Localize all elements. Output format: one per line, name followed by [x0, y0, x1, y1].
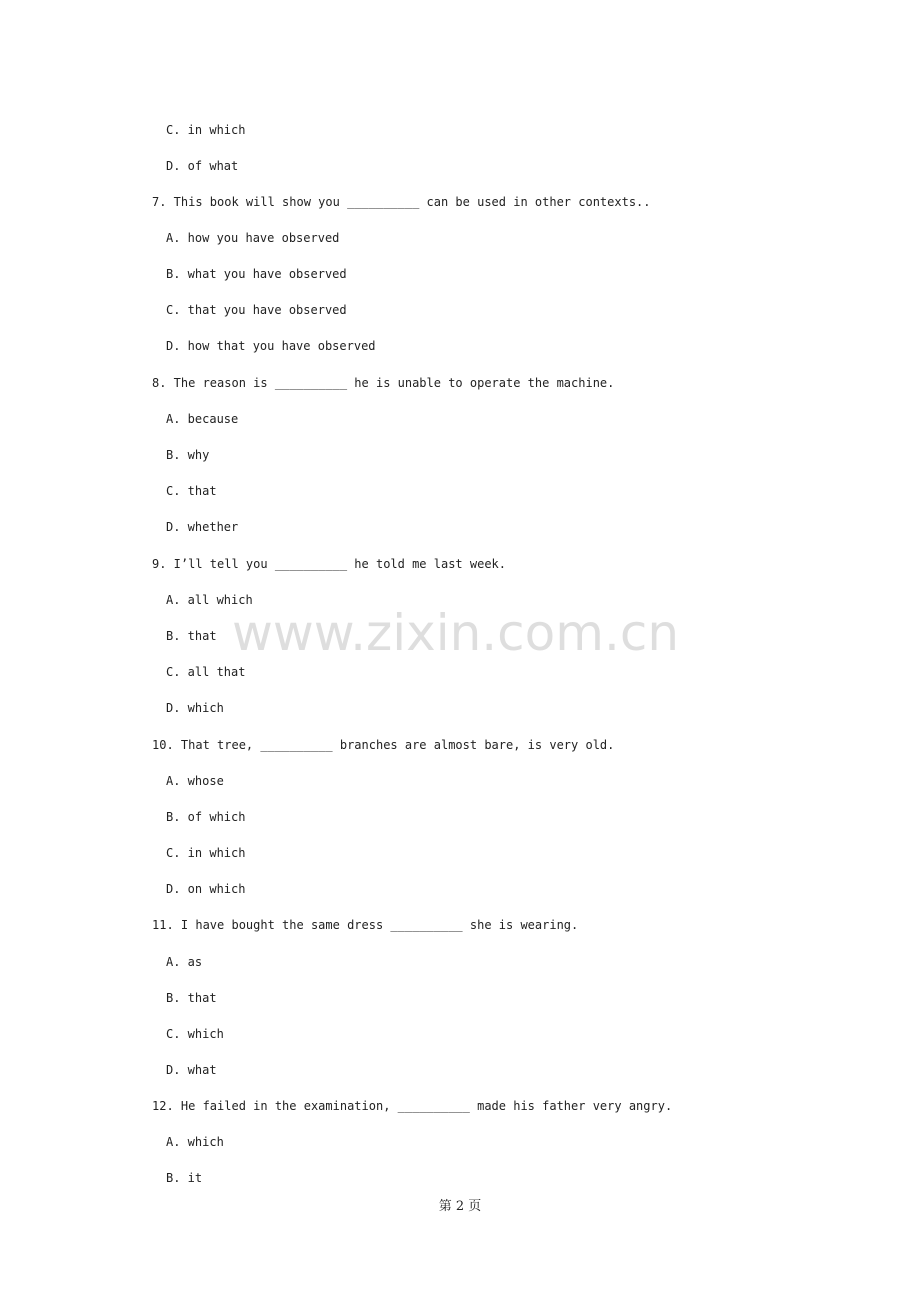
q7-option-a: A. how you have observed — [166, 231, 340, 245]
q11-option-d: D. what — [166, 1063, 217, 1077]
q8-option-a: A. because — [166, 412, 239, 426]
q9-option-d: D. which — [166, 701, 224, 715]
q11-option-a: A. as — [166, 955, 203, 969]
page-number: 第 2 页 — [438, 1199, 482, 1214]
q12-option-b: B. it — [166, 1171, 203, 1185]
q9-option-b: B. that — [166, 629, 217, 643]
question-10: 10. That tree, __________ branches are almost bare, is very old. — [152, 738, 615, 752]
q11-option-b: B. that — [166, 991, 217, 1005]
q11-option-c: C. which — [166, 1027, 224, 1041]
watermark: www.zixin.com.cn — [232, 604, 680, 662]
question-7: 7. This book will show you __________ can be used in other contexts.. — [152, 195, 651, 209]
q10-option-b: B. of which — [166, 810, 246, 824]
question-12: 12. He failed in the examination, __________ made his father very angry. — [152, 1099, 673, 1113]
option-c-prev: C. in which — [166, 123, 246, 137]
q8-option-c: C. that — [166, 484, 217, 498]
q8-option-d: D. whether — [166, 520, 239, 534]
q9-option-a: A. all which — [166, 593, 253, 607]
q10-option-a: A. whose — [166, 774, 224, 788]
option-d-prev: D. of what — [166, 159, 239, 173]
question-9: 9. I’ll tell you __________ he told me last week. — [152, 557, 507, 571]
q9-option-c: C. all that — [166, 665, 246, 679]
q8-option-b: B. why — [166, 448, 210, 462]
q7-option-d: D. how that you have observed — [166, 339, 376, 353]
question-8: 8. The reason is __________ he is unable to operate the machine. — [152, 376, 615, 390]
q10-option-d: D. on which — [166, 882, 246, 896]
q12-option-a: A. which — [166, 1135, 224, 1149]
q7-option-c: C. that you have observed — [166, 303, 347, 317]
q7-option-b: B. what you have observed — [166, 267, 347, 281]
question-11: 11. I have bought the same dress __________ she is wearing. — [152, 918, 579, 932]
q10-option-c: C. in which — [166, 846, 246, 860]
